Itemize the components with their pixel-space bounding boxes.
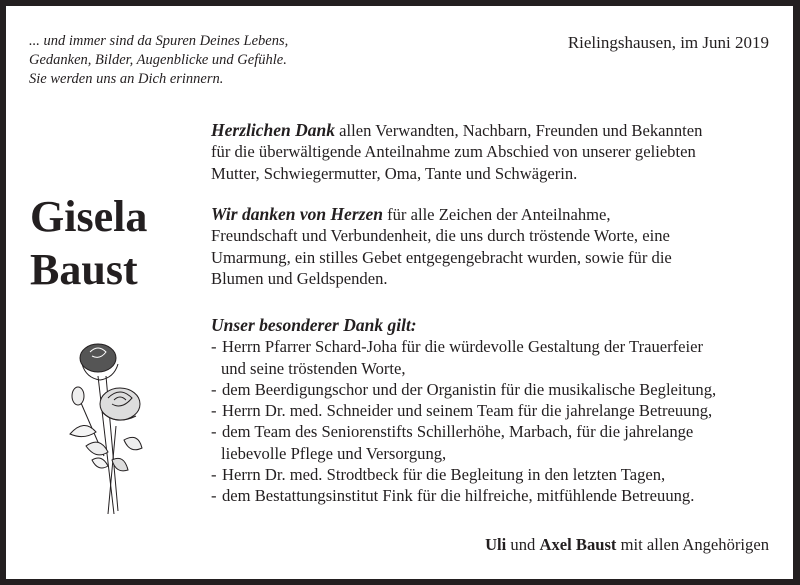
dash-bullet: -	[211, 337, 217, 357]
paragraph-text: für alle Zeichen der Anteilnahme,	[382, 205, 611, 224]
paragraph-lead: Herzlichen Dank	[211, 120, 335, 140]
paragraph-text: allen Verwandten, Nachbarn, Freunden und Bekannten	[334, 121, 703, 140]
dash-bullet: -	[211, 486, 217, 506]
signature-rest: mit allen Angehörigen	[616, 535, 769, 554]
list-item-text: dem Beerdigungschor und der Organistin für die musikalische Begleitung,	[222, 379, 717, 399]
motto-line: Sie werden uns an Dich erinnern.	[29, 71, 224, 87]
last-name: Baust	[30, 245, 138, 294]
dash-bullet: -	[211, 401, 217, 421]
list-item	[211, 400, 716, 421]
list-item	[211, 379, 716, 400]
signer-name: Uli	[485, 535, 507, 554]
motto-line: Gedanken, Bilder, Augenblicke und Gefühle.	[29, 52, 287, 68]
list-item-continuation: und seine tröstenden Worte,	[221, 358, 406, 378]
dash-bullet: -	[211, 422, 217, 442]
paragraph-text: Blumen und Geldspenden.	[211, 268, 388, 288]
list-heading: Unser besonderer Dank gilt:	[211, 315, 417, 335]
dash-bullet: -	[211, 465, 217, 485]
list-item-text: Herrn Pfarrer Schard-Joha für die würdevolle Gestaltung der Trauerfeier	[222, 337, 704, 357]
paragraph-lead: Wir danken von Herzen	[211, 204, 383, 224]
thanks-paragraph-1	[211, 120, 702, 184]
paragraph-text: Freundschaft und Verbundenheit, die uns durch tröstende Worte, eine	[211, 226, 670, 246]
first-name: Gisela	[30, 192, 148, 241]
list-item-text: Herrn Dr. med. Schneider und seinem Team für die jahrelange Betreuung,	[222, 401, 713, 421]
list-item-text: dem Team des Seniorenstifts Schillerhöhe, Marbach, für die jahrelange	[222, 422, 694, 442]
signature	[485, 535, 769, 555]
list-item-continuation: liebevolle Pflege und Versorgung,	[221, 443, 447, 463]
paragraph-text: Mutter, Schwiegermutter, Oma, Tante und Schwägerin.	[211, 163, 578, 183]
rose-bouquet-icon	[56, 336, 146, 516]
list-item	[211, 421, 716, 442]
signer-name: Axel Baust	[539, 535, 617, 554]
list-item-text: dem Bestattungsinstitut Fink für die hilfreiche, mitfühlende Betreuung.	[222, 486, 695, 506]
obituary-card	[6, 6, 793, 579]
list-item-text: Herrn Dr. med. Strodtbeck für die Begleitung in den letzten Tagen,	[222, 465, 666, 485]
list-item	[211, 336, 716, 357]
paragraph-text: Umarmung, ein stilles Gebet entgegengebracht wurden, sowie für die	[211, 247, 672, 267]
dash-bullet: -	[211, 379, 217, 399]
list-item	[211, 485, 716, 506]
paragraph-text: für die überwältigende Anteilnahme zum Abschied von unserer geliebten	[211, 142, 696, 162]
thanks-paragraph-2	[211, 204, 672, 289]
motto-line: ... und immer sind da Spuren Deines Lebens,	[29, 33, 289, 49]
place-date: Rielingshausen, im Juni 2019	[567, 33, 769, 52]
special-thanks-list	[211, 315, 716, 507]
deceased-name	[30, 190, 147, 296]
signature-joiner: und	[506, 535, 540, 554]
motto-quote	[29, 32, 288, 89]
list-item	[211, 464, 716, 485]
